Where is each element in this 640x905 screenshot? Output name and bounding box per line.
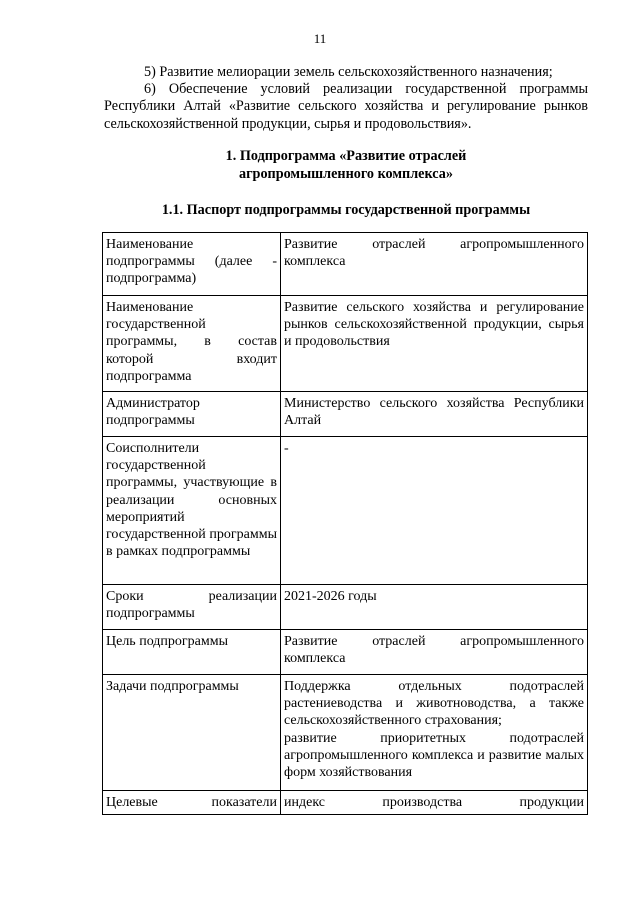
row-value: Развитие сельского хозяйства и регулирование рынков сельскохозяйственной продукции, сырья и продовольствия	[281, 296, 588, 392]
page-number: 11	[313, 31, 327, 46]
row-value: индекс производства продукции	[281, 791, 588, 815]
table-row	[103, 437, 588, 585]
task-item: Поддержка отдельных подотраслей растениеводства и животноводства, а также сельскохозяйственного страхования;	[284, 679, 584, 729]
subprogram-heading-line1: 1. Подпрограмма «Развитие отраслей	[225, 148, 467, 164]
row-label: Наименование государственной программы, в состав которой входит подпрограмма	[103, 296, 281, 392]
row-value	[281, 675, 588, 791]
row-label: Сроки реализации подпрограммы	[103, 585, 281, 630]
row-value: Развитие отраслей агропромышленного комплекса	[281, 630, 588, 675]
table-row	[103, 675, 588, 791]
table-row	[103, 585, 588, 630]
table-row	[103, 791, 588, 815]
row-label: Соисполнители государственной программы, участвующие в реализации основных мероприятий государственной программы в рамках подпрограммы	[103, 437, 281, 585]
row-value: Министерство сельского хозяйства Республики Алтай	[281, 392, 588, 437]
intro-item-6: 6) Обеспечение условий реализации государственной программы Республики Алтай «Развитие сельского хозяйства и регулирование рынков сельскохозяйственной продукции, сырья и продовольствия».	[104, 81, 588, 132]
row-value: 2021-2026 годы	[281, 585, 588, 630]
subprogram-heading-line2: агропромышленного комплекса»	[239, 165, 453, 182]
passport-table	[102, 232, 588, 815]
row-value: -	[281, 437, 588, 585]
row-label: Наименование подпрограммы (далее - подпрограмма)	[103, 233, 281, 296]
row-label: Целевые показатели	[103, 791, 281, 815]
subprogram-heading	[104, 148, 588, 183]
table-row	[103, 630, 588, 675]
intro-text	[104, 64, 588, 133]
row-label: Цель подпрограммы	[103, 630, 281, 675]
intro-item-5: 5) Развитие мелиорации земель сельскохозяйственного назначения;	[144, 64, 553, 80]
passport-heading: 1.1. Паспорт подпрограммы государственной программы	[161, 202, 531, 218]
task-item: развитие приоритетных подотраслей агропромышленного комплекса и развитие малых форм хозяйствования	[284, 730, 584, 781]
row-label: Администратор подпрограммы	[103, 392, 281, 437]
row-label: Задачи подпрограммы	[103, 675, 281, 791]
row-value: Развитие отраслей агропромышленного комплекса	[281, 233, 588, 296]
table-row	[103, 392, 588, 437]
table-row	[103, 296, 588, 392]
table-row	[103, 233, 588, 296]
